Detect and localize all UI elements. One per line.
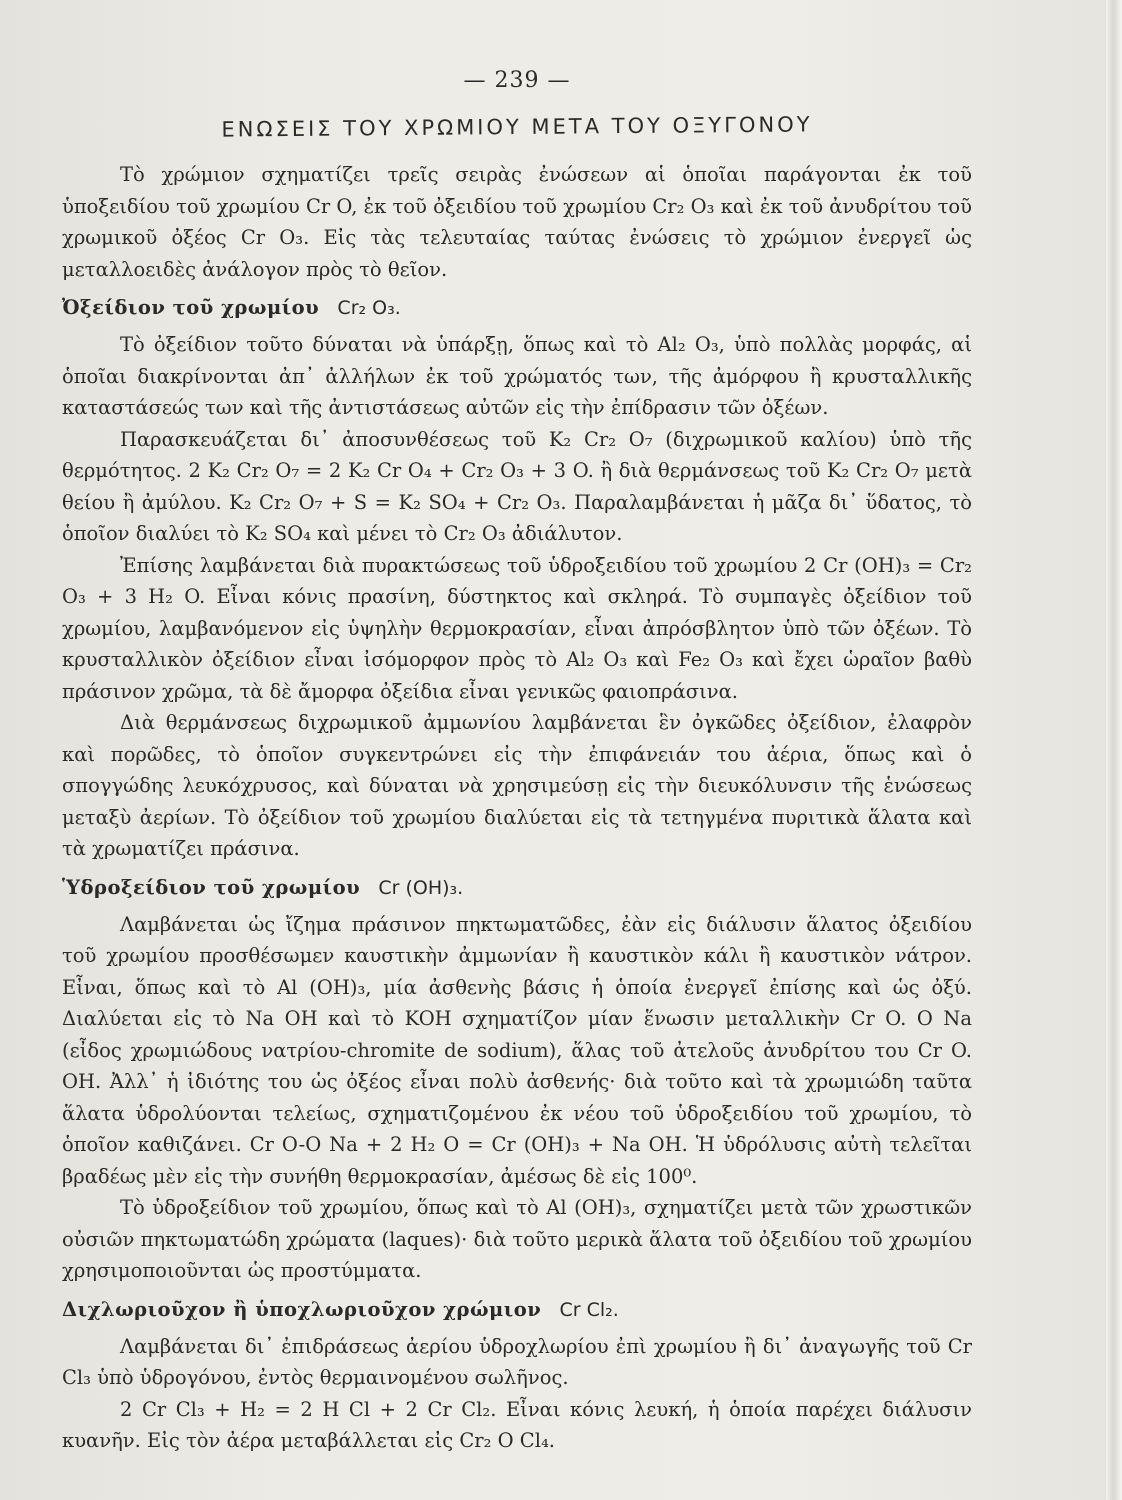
section-heading — [62, 1293, 972, 1327]
section-formula: Cr Cl₂. — [559, 1298, 619, 1321]
page-edge — [1106, 0, 1122, 1500]
section-formula: Cr (OH)₃. — [378, 876, 464, 899]
paragraph: Λαμβάνεται δι᾽ ἐπιδράσεως ἀερίου ὑδροχλωρίου ἐπὶ χρωμίου ἢ δι᾽ ἀναγωγῆς τοῦ Cr Cl₃ ὑπὸ ὑδρογόνου, ἐντὸς θερμαινομένου σωλῆνος. — [62, 1334, 972, 1389]
paragraph: Τὸ ὀξείδιον τοῦτο δύναται νὰ ὑπάρξῃ, ὅπως καὶ τὸ Al₂ O₃, ὑπὸ πολλὰς μορφάς, αἱ ὁποῖαι διακρίνονται ἀπ᾽ ἀλλήλων ἐκ τοῦ χρώματός των, τῆς ἀμόρφου ἢ κρυσταλλικῆς καταστάσεώς των καὶ τῆς ἀντιστάσεως αὐτῶν εἰς τὴν ἐπίδρασιν τῶν ὀξέων. — [62, 333, 972, 419]
section-chromium-hydroxide — [62, 871, 972, 1287]
section-title: Ὑδροξείδιον τοῦ χρωμίου — [62, 875, 361, 899]
section-title: Ὀξείδιον τοῦ χρωμίου — [62, 296, 320, 319]
paragraph: Λαμβάνεται ὡς ἴζημα πράσινον πηκτωματῶδες, ἐὰν εἰς διάλυσιν ἅλατος ὀξειδίου τοῦ χρωμίου προσθέσωμεν καυστικὴν ἀμμωνίαν ἢ καυστικὸν κάλι ἢ καυστικὸν νάτρον. Εἶναι, ὅπως καὶ τὸ Al (OH)₃, μία ἀσθενὴς βάσις ἡ ὁποία ἐνεργεῖ ἐπίσης καὶ ὡς ὀξύ. Διαλύεται εἰς τὸ Na OH καὶ τὸ KOH σχηματίζον μίαν ἕνωσιν μεταλλικὴν Cr O. O Na (εἶδος χρωμιώδους νατρίου-chromite de sodium), ἅλας τοῦ ἀτελοῦς ἀνυδρίτου του Cr O. OH. Ἀλλ᾽ ἡ ἰδιότης του ὡς ὀξέος εἶναι πολὺ ἀσθενής· διὰ τοῦτο καὶ τὰ χρωμιώδη ταῦτα ἅλατα ὑδρολύονται τελείως, σχηματιζομένου ἐκ νέου τοῦ ὑδροξειδίου τοῦ χρωμίου, τὸ ὁποῖον καθιζάνει. Cr O-O Na + 2 H₂ O = Cr (OH)₃ + Na OH. Ἡ ὑδρόλυσις αὐτὴ τελεῖται βραδέως μὲν εἰς τὴν συνήθη θερμοκρασίαν, ἀμέσως δὲ εἰς 100⁰. — [62, 912, 972, 1188]
paragraph: Διὰ θερμάνσεως διχρωμικοῦ ἀμμωνίου λαμβάνεται ἓν ὀγκῶδες ὀξείδιον, ἐλαφρὸν καὶ πορῶδες, τὸ ὁποῖον συγκεντρώνει εἰς τὴν ἐπιφάνειάν του ἀέρια, ὅπως καὶ ὁ σπογγώδης λευκόχρυσος, καὶ δύναται νὰ χρησιμεύσῃ εἰς τὴν διευκόλυνσιν τῆς ἑνώσεως μεταξὺ ἀερίων. Τὸ ὀξείδιον τοῦ χρωμίου διαλύεται εἰς τὰ τετηγμένα πυριτικὰ ἅλατα καὶ τὰ χρωματίζει πράσινα. — [62, 711, 972, 860]
paragraph: 2 Cr Cl₃ + H₂ = 2 H Cl + 2 Cr Cl₂. Εἶναι κόνις λευκή, ἡ ὁποία παρέχει διάλυσιν κυανῆν. Εἰς τὸν ἀέρα μεταβάλλεται εἰς Cr₂ O Cl₄. — [62, 1397, 972, 1452]
section-chromium-dichloride — [62, 1293, 972, 1457]
section-formula: Cr₂ O₃. — [337, 297, 401, 319]
intro-paragraph: Τὸ χρώμιον σχηματίζει τρεῖς σειρὰς ἐνώσεων αἱ ὁποῖαι παράγονται ἐκ τοῦ ὑποξειδίου τοῦ χρωμίου Cr O, ἐκ τοῦ ὀξειδίου τοῦ χρωμίου Cr₂ O₃ καὶ ἐκ τοῦ ἀνυδρίτου τοῦ χρωμικοῦ ὀξέος Cr O₃. Εἰς τὰς τελευταίας ταύτας ἐνώσεις τὸ χρώμιον ἐνεργεῖ ὡς μεταλλοειδὲς ἀνάλογον πρὸς τὸ θεῖον. — [62, 163, 972, 281]
paragraph: Τὸ ὑδροξείδιον τοῦ χρωμίου, ὅπως καὶ τὸ Al (OH)₃, σχηματίζει μετὰ τῶν χρωστικῶν οὐσιῶν πηκτωματώδη χρώματα (laques)· διὰ τοῦτο μερικὰ ἅλατα τοῦ ὀξειδίου τοῦ χρωμίου χρησιμοποιοῦνται ὡς προστύμματα. — [62, 1196, 972, 1282]
chapter-title: ΕΝΩΣΕΙΣ ΤΟΥ ΧΡΩΜΙΟΥ ΜΕΤΑ ΤΟΥ ΟΞΥΓΟΝΟΥ — [221, 112, 813, 142]
paragraph: Παρασκευάζεται δι᾽ ἀποσυνθέσεως τοῦ K₂ Cr₂ O₇ (διχρωμικοῦ καλίου) ὑπὸ τῆς θερμότητος. 2 K₂ Cr₂ O₇ = 2 K₂ Cr O₄ + Cr₂ O₃ + 3 O. ἢ διὰ θερμάνσεως τοῦ K₂ Cr₂ O₇ μετὰ θείου ἢ ἀμύλου. K₂ Cr₂ O₇ + S = K₂ SO₄ + Cr₂ O₃. Παραλαμβάνεται ἡ μᾶζα δι᾽ ὕδατος, τὸ ὁποῖον διαλύει τὸ K₂ SO₄ καὶ μένει τὸ Cr₂ O₃ ἀδιάλυτον. — [62, 427, 972, 545]
section-heading — [62, 291, 972, 325]
section-chromium-oxide — [62, 291, 972, 865]
section-title: Διχλωριοῦχον ἢ ὑποχλωριοῦχον χρώμιον — [62, 1297, 542, 1321]
page-number: — 239 — — [463, 68, 571, 93]
section-heading — [62, 871, 972, 905]
paragraph: Ἐπίσης λαμβάνεται διὰ πυρακτώσεως τοῦ ὑδροξειδίου τοῦ χρωμίου 2 Cr (OH)₃ = Cr₂ O₃ + 3 H₂ O. Εἶναι κόνις πρασίνη, δύστηκτος καὶ σκληρά. Τὸ συμπαγὲς ὀξείδιον τοῦ χρωμίου, λαμβανόμενον εἰς ὑψηλὴν θερμοκρασίαν, εἶναι ἀπρόσβλητον ὑπὸ τῶν ὀξέων. Τὸ κρυσταλλικὸν ὀξείδιον εἶναι ἰσόμορφον πρὸς τὸ Al₂ O₃ καὶ Fe₂ O₃ καὶ ἔχει ὡραῖον βαθὺ πράσινον χρῶμα, τὰ δὲ ἄμορφα ὀξείδια εἶναι γενικῶς φαιοπράσινα. — [62, 553, 972, 703]
